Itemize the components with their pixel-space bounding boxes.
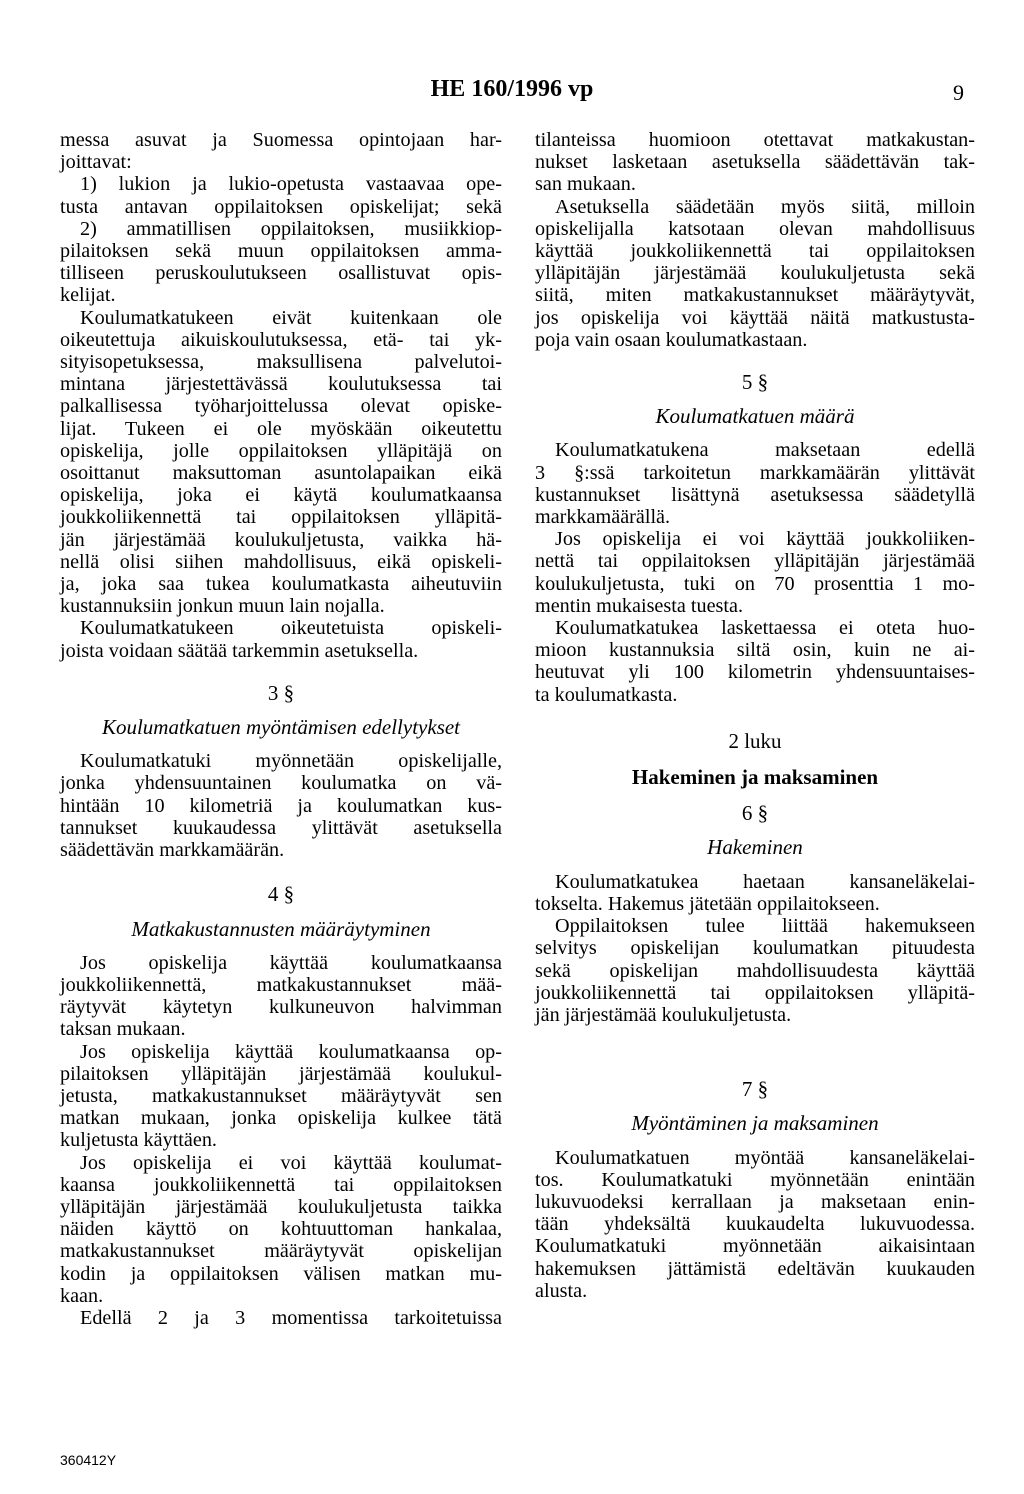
text-line: poja vain osaan koulumatkastaan.: [535, 328, 808, 351]
text-line: ylläpitäjän järjestämää koulukuljetusta taikka: [60, 1195, 502, 1218]
text-line: sityisopetuksessa, maksullisena palvelutoi-: [60, 351, 502, 374]
text-line: 3 §:ssä tarkoitetun markkamäärän ylittävät: [535, 461, 975, 484]
text-line: mentin mukaisesta tuesta.: [535, 594, 743, 617]
text-line: säädettävän markkamäärän.: [60, 839, 285, 862]
paragraph: [60, 750, 502, 861]
spacer: [60, 861, 502, 883]
paragraph: [535, 915, 975, 1026]
spacer: [535, 351, 975, 371]
text-line: opiskelija, jolle oppilaitoksen ylläpitäjä on: [60, 439, 502, 462]
spacer: [535, 706, 975, 730]
text-line: lukuvuodeksi kerrallaan ja maksetaan enin-: [535, 1190, 975, 1213]
text-line: 1) lukion ja lukio-opetusta vastaavaa ope-: [80, 173, 502, 196]
text-line: heutuvat yli 100 kilometrin yhdensuuntaises-: [535, 661, 975, 684]
text-line: palkallisessa työharjoittelussa olevat opiske-: [60, 395, 502, 418]
text-line: joukkoliikennettä tai oppilaitoksen ylläpitä-: [60, 506, 502, 529]
paragraph: [535, 1147, 975, 1302]
text-line: alusta.: [535, 1279, 588, 1302]
paragraph: [60, 1152, 502, 1307]
text-line: Oppilaitoksen tulee liittää hakemukseen: [555, 915, 975, 938]
text-line: san mukaan.: [535, 173, 636, 196]
section-number: 5 §: [741, 370, 769, 395]
spacer: [535, 427, 975, 439]
text-line: nukset lasketaan asetuksella säädettävän tak-: [535, 151, 975, 174]
text-line: kuljetusta käyttäen.: [60, 1129, 217, 1152]
text-line: Koulumatkatuki myönnetään aikaisintaan: [535, 1235, 975, 1258]
paragraph: [60, 307, 502, 618]
text-line: 2) ammatillisen oppilaitoksen, musiikkiop-: [80, 217, 502, 240]
text-line: selvitys opiskelijan koulumatkan pituudesta: [535, 937, 975, 960]
text-line: Jos opiskelija ei voi käyttää joukkoliiken-: [555, 528, 975, 551]
spacer: [535, 752, 975, 766]
chapter-title: Hakeminen ja maksaminen: [631, 765, 879, 790]
text-line: käyttää joukkoliikennettä tai oppilaitoksen: [535, 240, 975, 263]
text-line: Jos opiskelija ei voi käyttää koulumat-: [80, 1151, 502, 1174]
text-line: lijat. Tukeen ei ole myöskään oikeutettu: [60, 417, 502, 440]
spacer: [60, 906, 502, 918]
text-line: jän järjestämää koulukuljetusta.: [535, 1003, 792, 1026]
text-line: oikeutettuja aikuiskoulutuksessa, etä- tai yk-: [60, 328, 502, 351]
text-line: markkamäärällä.: [535, 506, 671, 529]
text-line: mioon kustannuksia siltä osin, kuin ne ai-: [535, 639, 975, 662]
text-line: tos. Koulumatkatuki myönnetään enintään: [535, 1168, 975, 1191]
text-line: Jos opiskelija käyttää koulumatkaansa: [80, 951, 502, 974]
section-number: 6 §: [741, 801, 769, 826]
text-line: kaansa joukkoliikennettä tai oppilaitoksen: [60, 1173, 502, 1196]
spacer: [535, 788, 975, 802]
section-title: Myöntäminen ja maksaminen: [631, 1111, 879, 1136]
text-line: näiden käyttö on kohtuuttoman hankalaa,: [60, 1218, 502, 1241]
page-header: [0, 76, 1024, 116]
left-column: [60, 129, 502, 1329]
text-line: Koulumatkatuen myöntää kansaneläkelai-: [555, 1146, 975, 1169]
text-line: tään yhdeksältä kuukaudelta lukuvuodessa.: [535, 1213, 975, 1236]
paragraph: [535, 129, 975, 196]
text-line: kodin ja oppilaitoksen välisen matkan mu-: [60, 1262, 502, 1285]
text-line: ylläpitäjän järjestämää koulukuljetusta sekä: [535, 262, 975, 285]
text-line: sekä opiskelijan mahdollisuudesta käyttää: [535, 959, 975, 982]
text-line: messa asuvat ja Suomessa opintojaan har-: [60, 129, 502, 151]
paragraph: [535, 617, 975, 706]
text-line: matkakustannukset määräytyvät opiskelijan: [60, 1240, 502, 1263]
text-line: tokselta. Hakemus jätetään oppilaitokseen.: [535, 892, 880, 915]
text-line: kaan.: [60, 1284, 104, 1307]
text-line: joukkoliikennettä tai oppilaitoksen ylläpitä-: [535, 981, 975, 1004]
paragraph: [535, 196, 975, 351]
section-title: Koulumatkatuen myöntämisen edellytykset: [101, 715, 461, 740]
text-line: joukkoliikennettä, matkakustannukset mää-: [60, 973, 502, 996]
text-line: tilliseen peruskoulutukseen osallistuvat opis-: [60, 262, 502, 285]
text-line: hakemuksen jättämistä edeltävän kuukauden: [535, 1257, 975, 1280]
text-line: mintana järjestettävässä koulutuksessa tai: [60, 373, 502, 396]
text-line: Koulumatkatukena maksetaan edellä: [555, 439, 975, 462]
text-line: nettä tai oppilaitoksen ylläpitäjän järjestämää: [535, 550, 975, 573]
text-line: ja, joka saa tukea koulumatkasta aiheutuviin: [60, 573, 502, 596]
text-line: räytyvät käytetyn kulkuneuvon halvimman: [60, 996, 502, 1019]
text-line: matkan mukaan, jonka opiskelija kulkee tätä: [60, 1107, 502, 1130]
paragraph: [535, 528, 975, 617]
text-line: Jos opiskelija käyttää koulumatkaansa op-: [80, 1040, 502, 1063]
spacer: [535, 1026, 975, 1078]
text-line: Edellä 2 ja 3 momentissa tarkoitetuissa: [80, 1306, 502, 1329]
text-line: kustannukset lisättynä asetuksessa säädetyllä: [535, 483, 975, 506]
text-line: tilanteissa huomioon otettavat matkakustan-: [535, 129, 975, 151]
text-line: pilaitoksen ylläpitäjän järjestämää koulukul-: [60, 1062, 502, 1085]
spacer: [60, 662, 502, 682]
paragraph: [535, 871, 975, 915]
text-line: Koulumatkatuki myönnetään opiskelijalle,: [80, 750, 502, 773]
text-line: jonka yhdensuuntainen koulumatka on vä-: [60, 772, 502, 795]
text-line: ta koulumatkasta.: [535, 683, 678, 706]
paragraph: [60, 952, 502, 1041]
text-line: jos opiskelija voi käyttää näitä matkustusta-: [535, 306, 975, 329]
text-line: taksan mukaan.: [60, 1018, 186, 1041]
spacer: [535, 859, 975, 871]
text-line: opiskelijalla katsotaan olevan mahdollisuus: [535, 217, 975, 240]
text-line: kelijat.: [60, 284, 116, 307]
text-line: Koulumatkatukeen oikeutetuista opiskeli-: [80, 617, 502, 640]
section-title: Hakeminen: [707, 835, 803, 860]
text-line: joista voidaan säätää tarkemmin asetuksella.: [60, 639, 419, 662]
paragraph: [60, 1041, 502, 1152]
text-line: osoittanut maksuttoman asuntolapaikan eikä: [60, 462, 502, 485]
text-line: nellä olisi siihen mahdollisuus, eikä opiskeli-: [60, 550, 502, 573]
page-number: 9: [953, 80, 964, 105]
text-line: kustannuksiin jonkun muun lain nojalla.: [60, 595, 385, 618]
text-line: jän järjestämää koulukuljetusta, vaikka hä-: [60, 528, 502, 551]
text-line: hintään 10 kilometriä ja koulumatkan kus-: [60, 794, 502, 817]
spacer: [535, 1135, 975, 1147]
text-line: pilaitoksen sekä muun oppilaitoksen amma-: [60, 240, 502, 263]
text-line: siitä, miten matkakustannukset määräytyvät,: [535, 284, 975, 307]
paragraph: [535, 439, 975, 528]
section-number: 3 §: [267, 680, 295, 705]
chapter-number: 2 luku: [728, 728, 782, 753]
text-line: tannukset kuukaudessa ylittävät asetuksella: [60, 816, 502, 839]
spacer: [60, 940, 502, 952]
section-title: Matkakustannusten määräytyminen: [131, 916, 431, 941]
paragraph: [60, 617, 502, 661]
text-line: opiskelija, joka ei käytä koulumatkaansa: [60, 484, 502, 507]
document-title: HE 160/1996 vp: [430, 76, 594, 102]
text-line: joittavat:: [60, 151, 132, 174]
print-code: 360412Y: [60, 1452, 117, 1468]
spacer: [60, 738, 502, 750]
text-line: koulukuljetusta, tuki on 70 prosenttia 1 mo-: [535, 572, 975, 595]
text-line: Asetuksella säädetään myös siitä, milloin: [555, 195, 975, 218]
text-line: Koulumatkatukea haetaan kansaneläkelai-: [555, 870, 975, 893]
paragraph: [60, 1307, 502, 1329]
text-line: Koulumatkatukea laskettaessa ei oteta huo-: [555, 617, 975, 640]
text-line: jetusta, matkakustannukset määräytyvät sen: [60, 1084, 502, 1107]
right-column: [535, 129, 975, 1302]
section-number: 4 §: [267, 882, 295, 907]
text-line: Koulumatkatukeen eivät kuitenkaan ole: [80, 306, 502, 329]
section-title: Koulumatkatuen määrä: [655, 404, 855, 429]
intro-paragraph: [60, 129, 502, 307]
section-number: 7 §: [741, 1077, 769, 1102]
text-line: tusta antavan oppilaitoksen opiskelijat; sekä: [60, 195, 502, 218]
